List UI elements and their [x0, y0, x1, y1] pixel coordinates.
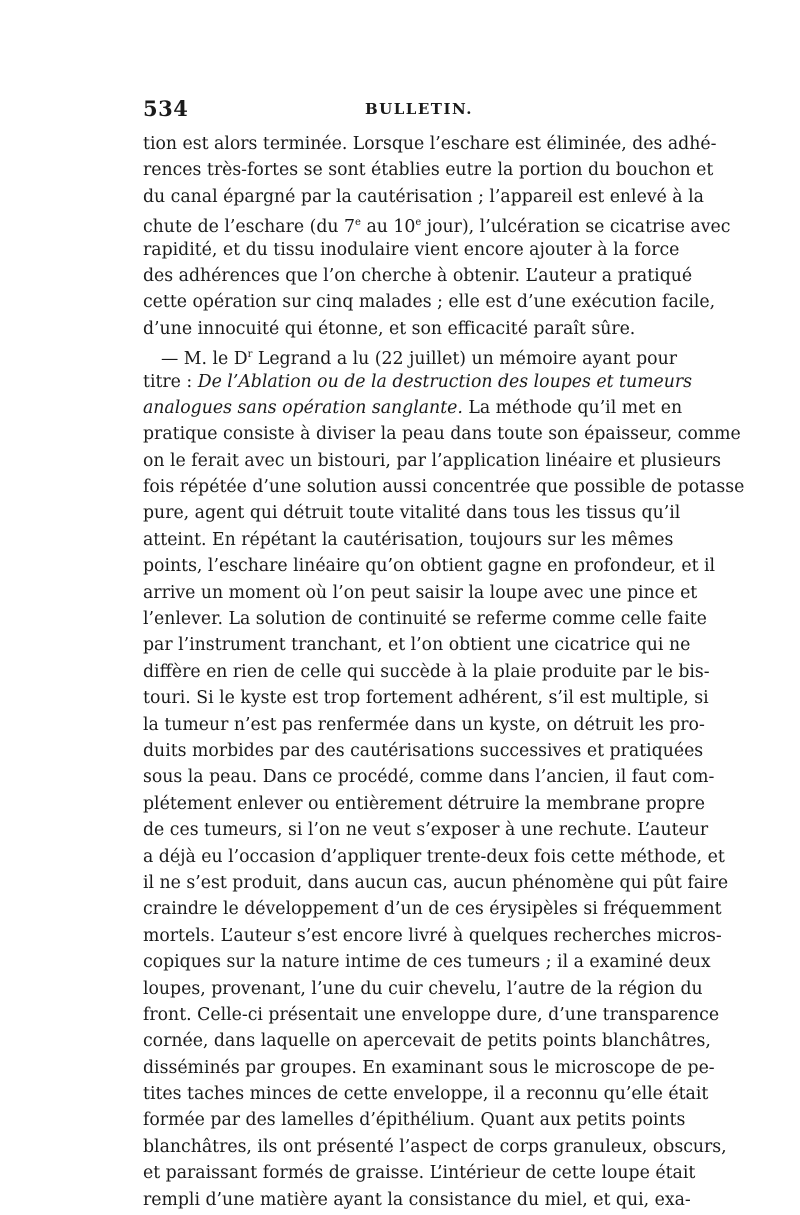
text-line: d’une innocuité qui étonne, et son efficacité paraît sûre.	[143, 318, 636, 339]
text-line: mortels. L’auteur s’est encore livré à quelques recherches micros-	[143, 925, 722, 946]
text-line: il ne s’est produit, dans aucun cas, aucun phénomène qui pût faire	[143, 872, 729, 893]
text-line: la tumeur n’est pas renfermée dans un kyste, on détruit les pro-	[143, 714, 705, 735]
page-number: 534	[143, 96, 189, 121]
text-line: loupes, provenant, l’une du cuir chevelu, l’autre de la région du	[143, 978, 703, 999]
text-line: formée par des lamelles d’épithélium. Quant aux petits points	[143, 1110, 686, 1131]
text-line: plétement enlever ou entièrement détruire la membrane propre	[143, 793, 705, 814]
text-line: atteint. En répétant la cautérisation, toujours sur les mêmes	[143, 529, 674, 550]
text-line: duits morbides par des cautérisations successives et pratiquées	[143, 740, 704, 761]
text-line: par l’instrument tranchant, et l’on obtient une cicatrice qui ne	[143, 635, 691, 656]
body-text	[143, 131, 745, 1213]
running-title: BULLETIN.	[365, 100, 473, 118]
text-line: copiques sur la nature intime de ces tumeurs ; il a examiné deux	[143, 952, 711, 973]
running-head	[143, 96, 661, 124]
text-line: et paraissant formés de graisse. L’intérieur de cette loupe était	[143, 1163, 696, 1184]
text-line: des adhérences que l’on cherche à obtenir. L’auteur a pratiqué	[143, 265, 693, 286]
text-line: pure, agent qui détruit toute vitalité dans tous les tissus qu’il	[143, 503, 681, 524]
text-line: rences très-fortes se sont établies eutre la portion du bouchon et	[143, 160, 714, 181]
text-line: craindre le développement d’un de ces érysipèles si fréquemment	[143, 899, 722, 920]
text-line: arrive un moment où l’on peut saisir la loupe avec une pince et	[143, 582, 698, 603]
text-line: fois répétée d’une solution aussi concentrée que possible de potasse	[143, 477, 745, 498]
text-line: diffère en rien de celle qui succède à la plaie produite par le bis-	[143, 661, 710, 682]
text-line: chute de l’eschare (du 7e au 10e jour), l’ulcération se cicatrise avec	[143, 216, 731, 237]
text-line: disséminés par groupes. En examinant sous le microscope de pe-	[143, 1057, 715, 1078]
text-line: tites taches minces de cette enveloppe, il a reconnu qu’elle était	[143, 1084, 709, 1105]
text-line: a déjà eu l’occasion d’appliquer trente-deux fois cette méthode, et	[143, 846, 725, 867]
text-line: rapidité, et du tissu inodulaire vient encore ajouter à la force	[143, 239, 680, 260]
text-line: pratique consiste à diviser la peau dans toute son épaisseur, comme	[143, 424, 741, 445]
text-line: — M. le $D^r$ Legrand a lu (22 juillet) un mémoire ayant pour	[161, 348, 677, 369]
text-line: analogues sans opération sanglante. La méthode qu’il met en	[143, 397, 683, 418]
text-line: rempli d’une matière ayant la consistance du miel, et qui, exa-	[143, 1189, 691, 1210]
text-line: points, l’eschare linéaire qu’on obtient gagne en profondeur, et il	[143, 556, 716, 577]
text-line: sous la peau. Dans ce procédé, comme dans l’ancien, il faut com-	[143, 767, 715, 788]
text-line: front. Celle-ci présentait une enveloppe dure, d’une transparence	[143, 1004, 720, 1025]
text-line: tion est alors terminée. Lorsque l’eschare est éliminée, des adhé-	[143, 134, 717, 154]
text-line: on le ferait avec un bistouri, par l’application linéaire et plusieurs	[143, 450, 721, 471]
text-line: du canal épargné par la cautérisation ; l’appareil est enlevé à la	[143, 186, 704, 207]
text-line: titre : De l’Ablation ou de la destruction des loupes et tumeurs	[143, 371, 692, 392]
text-line: cornée, dans laquelle on apercevait de petits points blanchâtres,	[143, 1031, 711, 1052]
text-line: cette opération sur cinq malades ; elle est d’une exécution facile,	[143, 292, 716, 313]
text-line: de ces tumeurs, si l’on ne veut s’exposer à une rechute. L’auteur	[143, 820, 709, 841]
text-line: blanchâtres, ils ont présenté l’aspect de corps granuleux, obscurs,	[143, 1136, 727, 1157]
text-line: touri. Si le kyste est trop fortement adhérent, s’il est multiple, si	[143, 688, 709, 709]
text-line: l’enlever. La solution de continuité se referme comme celle faite	[143, 609, 707, 630]
